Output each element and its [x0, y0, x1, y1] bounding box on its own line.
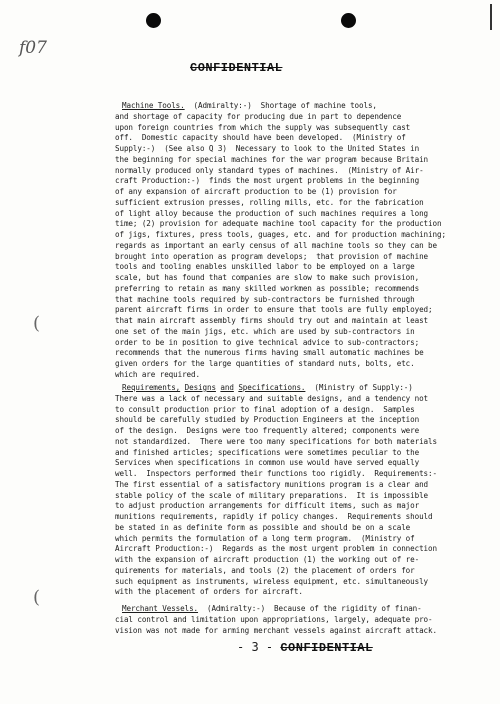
section-body [115, 112, 473, 381]
section-first-line [115, 383, 473, 394]
text-line: The first essential of a satisfactory munitions program is a clear and [115, 479, 429, 489]
text-line: of any expansion of aircraft production to be (1) provision for [115, 187, 397, 196]
text-line: that main aircraft assembly firms should try out and maintain at least [115, 316, 429, 325]
text-line: munitions requirements, rapidly if policy changes. Requirements should [115, 512, 433, 521]
text-line: should be carefully studied by Production Engineers at the inception [115, 415, 420, 425]
section-body [115, 615, 473, 637]
section-heading: Specifications. [238, 383, 306, 392]
text-line: be stated in as definite form as possible and should be on a scale [115, 522, 411, 532]
section-requirements [115, 383, 473, 598]
text-line: which permits the formulation of a long term program. (Ministry of [115, 533, 415, 543]
text-line: one set of the main jigs, etc. which are used by sub-contractors in [115, 326, 415, 336]
text-line: of jigs, fixtures, press tools, guages, etc. and for production machining; [115, 230, 446, 239]
text-line: preferring to retain as many skilled workmen as possible; recommends [115, 283, 420, 293]
text-line: order to be in position to give technical advice to sub-contractors; [115, 337, 420, 347]
text-line: parent aircraft firms in order to ensure that tools are fully employed; [115, 305, 433, 315]
section-heading: Merchant Vessels. [122, 604, 199, 613]
handwritten-reference: f07 [19, 38, 47, 58]
text-line: cial control and limitation upon appropriations, largely, adequate pro- [115, 614, 433, 624]
text-line: that machine tools required by sub-contractors be furnished through [115, 294, 415, 304]
section-heading: and [220, 383, 234, 392]
text-line: There was a lack of necessary and suitable designs, and a tendency not [115, 393, 429, 403]
text-line: Supply:-) (See also Q 3) Necessary to look to the United States in [115, 144, 420, 153]
section-body [115, 394, 473, 598]
text-line: quirements for materials, and tools (2) the placement of orders for [115, 565, 415, 575]
text-line: upon foreign countries from which the supply was subsequently cast [115, 122, 411, 132]
classification-footer: CONFIDENTIAL [280, 641, 373, 655]
text-line: given orders for the large quantities of standard nuts, bolts, etc. [115, 359, 415, 368]
text-line: normally produced only standard types of machines. (Ministry of Air- [115, 165, 424, 175]
text-line: to adjust production arrangements for difficult items, such as major [115, 501, 420, 511]
text-line: recommends that the numerous firms having small automatic machines be [115, 348, 424, 358]
text-line: not standardized. There were too many specifications for both materials [115, 436, 437, 446]
text-line: brought into operation as program develops; that provision of machine [115, 251, 429, 261]
text-line: craft Production:-) finds the most urgent problems in the beginning [115, 176, 420, 186]
text-line: the beginning for special machines for the war program because Britain [115, 154, 429, 164]
section-first-line [115, 604, 473, 615]
text-line: and shortage of capacity for producing due in part to dependence [115, 111, 402, 121]
text-line: time; (2) provision for adequate machine tool capacity for the production [115, 219, 442, 229]
margin-mark-1: ( [33, 313, 41, 334]
page-footer [237, 640, 373, 655]
text-line: Services when specifications in common use would have served equally [115, 458, 420, 468]
text-line: such equipment as instruments, wireless equipment, etc. simultaneously [115, 576, 429, 586]
classification-header: CONFIDENTIAL [190, 61, 283, 75]
text-line: of light alloy because the production of such machines requires a long [115, 208, 429, 218]
binder-hole-left [146, 13, 161, 28]
text-line: well. Inspectors performed their functions too rigidly. Requirements:- [115, 469, 437, 478]
text-line: regards as important an early census of all machine tools so they can be [115, 240, 437, 250]
text-line: scale, but has found that companies are slow to make such provision, [115, 273, 420, 282]
section-machine-tools [115, 101, 473, 381]
section-heading: Designs [184, 383, 216, 392]
text-line: sufficient extrusion presses, rolling mills, etc. for the fabrication [115, 197, 424, 207]
section-text: (Admiralty:-) Shortage of machine tools, [184, 101, 377, 110]
text-line: of the design. Designs were too frequently altered; components were [115, 426, 420, 435]
text-line: off. Domestic capacity should have been developed. (Ministry of [115, 133, 406, 143]
page-number: - 3 - [237, 640, 274, 654]
text-line: to consult production prior to final adoption of a design. Samples [115, 404, 415, 414]
text-line: which are required. [115, 369, 200, 379]
section-heading: Requirements, [122, 383, 181, 392]
section-heading: Machine Tools. [122, 101, 185, 110]
binder-hole-right [341, 13, 356, 28]
section-merchant-vessels [115, 604, 473, 636]
margin-mark-2: ( [33, 587, 41, 608]
text-line: with the placement of orders for aircraft. [115, 587, 303, 597]
text-line: stable policy of the scale of military preparations. It is impossible [115, 490, 429, 500]
text-line: tools and tooling enables unskilled labor to be employed on a large [115, 262, 415, 272]
section-first-line [115, 101, 473, 112]
text-line: vision was not made for arming merchant vessels against aircraft attack. [115, 625, 437, 635]
section-text: (Admiralty:-) Because of the rigidity of finan- [198, 604, 422, 613]
text-line: and finished articles; specifications were sometimes peculiar to the [115, 447, 420, 457]
text-line: with the expansion of aircraft production (1) the working out of re- [115, 555, 420, 564]
section-text: (Ministry of Supply:-) [305, 383, 413, 392]
text-line: Aircraft Production:-) Regards as the most urgent problem in connection [115, 544, 437, 554]
corner-mark [480, 4, 492, 30]
